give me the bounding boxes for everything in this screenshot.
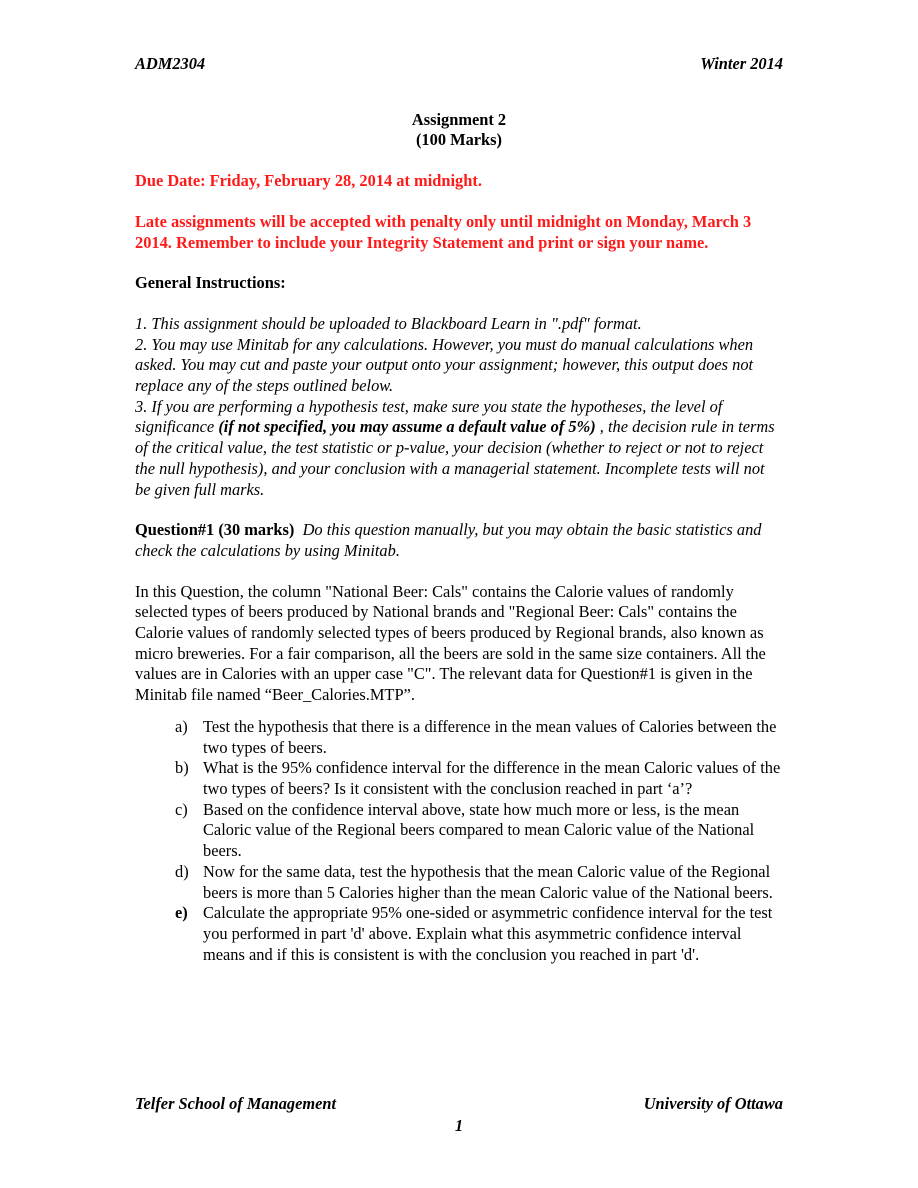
term: Winter 2014 — [700, 54, 783, 73]
part-label: d) — [175, 861, 189, 881]
question1-note: Do this question manually, but you may obtain the basic statistics and check the calculations by using Minitab. — [135, 520, 762, 560]
assignment-title — [135, 110, 783, 151]
part-c — [175, 799, 783, 862]
part-label: c) — [175, 799, 188, 819]
part-d — [175, 861, 783, 903]
part-text: Test the hypothesis that there is a difference in the mean values of Calories between the two types of beers. — [203, 716, 777, 757]
part-text: Based on the confidence interval above, state how much more or less, is the mean Caloric value of the Regional beers compared to mean Caloric value of the National beers. — [203, 799, 755, 861]
title-line-2: (100 Marks) — [415, 130, 503, 150]
question1-intro: In this Question, the column "National Beer: Cals" contains the Calorie values of randomly selected types of beers produced by National brands and "Regional Beer: Cals" contains the Calorie values of randomly selected types of beers produced by Regional brands, also known as micro breweries. For a fair comparison, all the beers are sold in the same size containers. All the values are in Calories with an upper case "C". The relevant data for Question#1 is given in the Minitab file named “Beer_Calories.MTP”. — [135, 581, 766, 705]
general-instructions-heading: General Instructions: — [135, 273, 286, 293]
instruction-3-bold: (if not specified, you may assume a default value of 5%) — [218, 417, 596, 437]
instruction-1: 1. This assignment should be uploaded to Blackboard Learn in ".pdf" format. — [135, 313, 642, 333]
instruction-2: 2. You may use Minitab for any calculations. However, you must do manual calculations when asked. You may cut and paste your output onto your assignment; however, this output does not replace any of the steps outlined below. — [135, 334, 754, 396]
question1-heading: Question#1 (30 marks) — [135, 520, 295, 540]
page-header — [135, 54, 783, 75]
instruction-3-pre: 3. If you are performing a hypothesis test, make sure you state the hypotheses, the level of significance — [135, 396, 723, 437]
page-number: 1 — [454, 1116, 464, 1135]
title-line-1: Assignment 2 — [411, 109, 507, 129]
due-date: Due Date: Friday, February 28, 2014 at midnight. — [135, 171, 482, 191]
question1-header — [135, 520, 783, 561]
part-e — [175, 903, 783, 965]
course-code: ADM2304 — [135, 54, 206, 73]
page-footer — [135, 1094, 783, 1136]
part-label: b) — [175, 758, 189, 778]
part-label: e) — [175, 903, 188, 923]
footer-university: University of Ottawa — [643, 1094, 783, 1113]
late-notice: Late assignments will be accepted with penalty only until midnight on Monday, March 3 2014. Remember to include your Integrity Statement and print or sign your name. — [135, 211, 752, 252]
instruction-3 — [135, 397, 783, 501]
general-instructions-list — [135, 314, 783, 500]
part-text: Calculate the appropriate 95% one-sided or asymmetric confidence interval for the test you performed in part 'd' above. Explain what this asymmetric confidence interval means and if this is consistent is with the conclusion you reached in part 'd'. — [203, 903, 773, 964]
part-text: What is the 95% confidence interval for the difference in the mean Caloric values of the two types of beers? Is it consistent with the conclusion reached in part ‘a’? — [203, 758, 781, 798]
document-page — [135, 54, 783, 965]
footer-school: Telfer School of Management — [135, 1094, 337, 1113]
part-b — [175, 758, 783, 799]
part-label: a) — [175, 716, 188, 736]
part-a — [175, 716, 783, 758]
instruction-3-post: , the decision rule in terms of the critical value, the test statistic or p-value, your decision (whether to reject or not to reject the null hypothesis), and your conclusion with a managerial statement. Incomplete tests will not be given full marks. — [135, 417, 775, 499]
question1-parts — [135, 717, 783, 965]
part-text: Now for the same data, test the hypothesis that the mean Caloric value of the Regional beers is more than 5 Calories higher than the mean Caloric value of the National beers. — [203, 861, 773, 902]
